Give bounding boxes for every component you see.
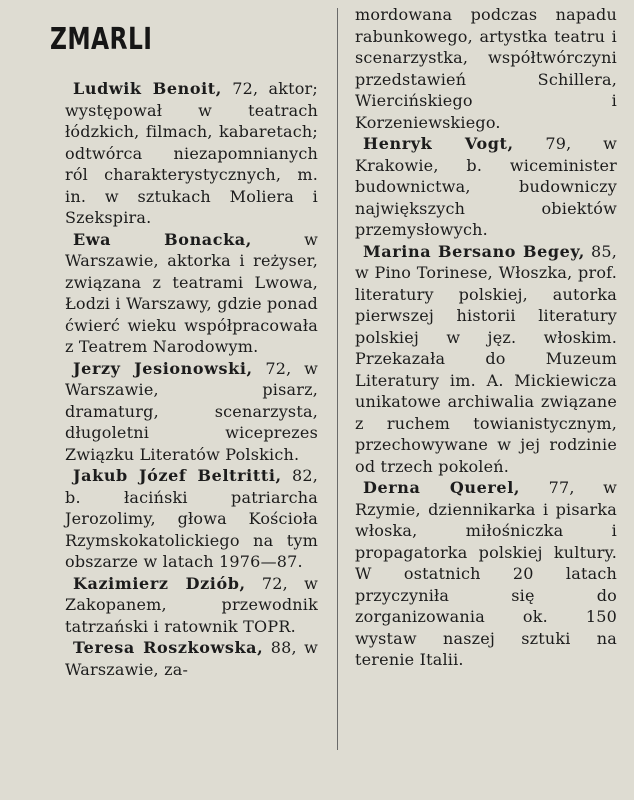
obituary-name: Teresa Roszkowska,	[73, 638, 264, 657]
left-column	[65, 78, 318, 680]
obituary-entry	[65, 229, 318, 358]
page-title: ZMARLI	[50, 22, 153, 57]
obituary-name: Kazimierz Dziób,	[73, 573, 246, 593]
obituary-entry	[355, 477, 617, 671]
obituary-text: 72, aktor; występował w teatrach łódzkich, filmach, kabaretach; odtwórca niezapomnianych ról charakterystycznych, m. in. w sztukach Moliera i Szekspira.	[65, 79, 318, 227]
obituary-text: 79, w Krakowie, b. wiceminister budownictwa, budowniczy największych obiektów przemysłowych.	[355, 134, 618, 239]
obituary-text: 88, w Warszawie, za-	[65, 638, 319, 679]
obituary-text: 77, w Rzymie, dziennikarka i pisarka włoska, miłośniczka i propagatorka polskiej kultury. W ostatnich 20 latach przyczyniła się do zorganizowania ok. 150 wystaw naszej sztuki na terenie Italii.	[355, 478, 617, 669]
obituary-entry	[65, 637, 318, 680]
obituary-entry	[65, 78, 318, 229]
obituary-name: Jerzy Jesionowski,	[73, 358, 253, 378]
obituary-name: Ewa Bonacka,	[73, 229, 252, 249]
obituary-text: 72, w Zakopanem, przewodnik tatrzański i ratownik TOPR.	[65, 573, 319, 636]
obituary-name: Derna Querel,	[363, 478, 521, 497]
obituary-entry	[65, 358, 318, 466]
obituary-text: mordowana podczas napadu rabunkowego, artystka teatru i scenarzystka, współtwórczyni przedstawień Schillera, Wiercińskiego i Korzeniewskiego.	[355, 5, 617, 132]
obituary-entry	[355, 241, 617, 478]
obituary-name: Marina Bersano Begey,	[363, 241, 585, 261]
obituary-name: Jakub Józef Beltritti,	[73, 466, 282, 485]
obituary-name: Ludwik Benoit,	[73, 79, 222, 98]
obituary-text: w Warszawie, aktorka i reżyser, związana z teatrami Lwowa, Łodzi i Warszawy, gdzie ponad ćwierć wieku współpracowała z Teatrem Narodowym.	[65, 229, 318, 356]
obituary-entry-continued	[355, 4, 617, 133]
obituary-text: 82, b. łaciński patriarcha Jerozolimy, głowa Kościoła Rzymskokatolickiego na tym obszarze w latach 1976—87.	[65, 466, 318, 571]
obituary-text: 72, w Warszawie, pisarz, dramaturg, scenarzysta, długoletni wiceprezes Związku Literatów Polskich.	[65, 358, 318, 464]
column-divider	[337, 8, 338, 750]
obituary-name: Henryk Vogt,	[363, 134, 514, 153]
obituary-text: 85, w Pino Torinese, Włoszka, prof. literatury polskiej, autorka pierwszej historii literatury polskiej w jęz. włoskim. Przekazała do Muzeum Literatury im. A. Mickiewicza unikatowe archiwalia związane z ruchem towianistycznym, przechowywane w jej rodzinie od trzech pokoleń.	[355, 241, 617, 476]
right-column	[355, 4, 617, 671]
obituary-entry	[355, 133, 617, 241]
obituary-entry	[65, 465, 318, 573]
obituary-entry	[65, 573, 318, 638]
